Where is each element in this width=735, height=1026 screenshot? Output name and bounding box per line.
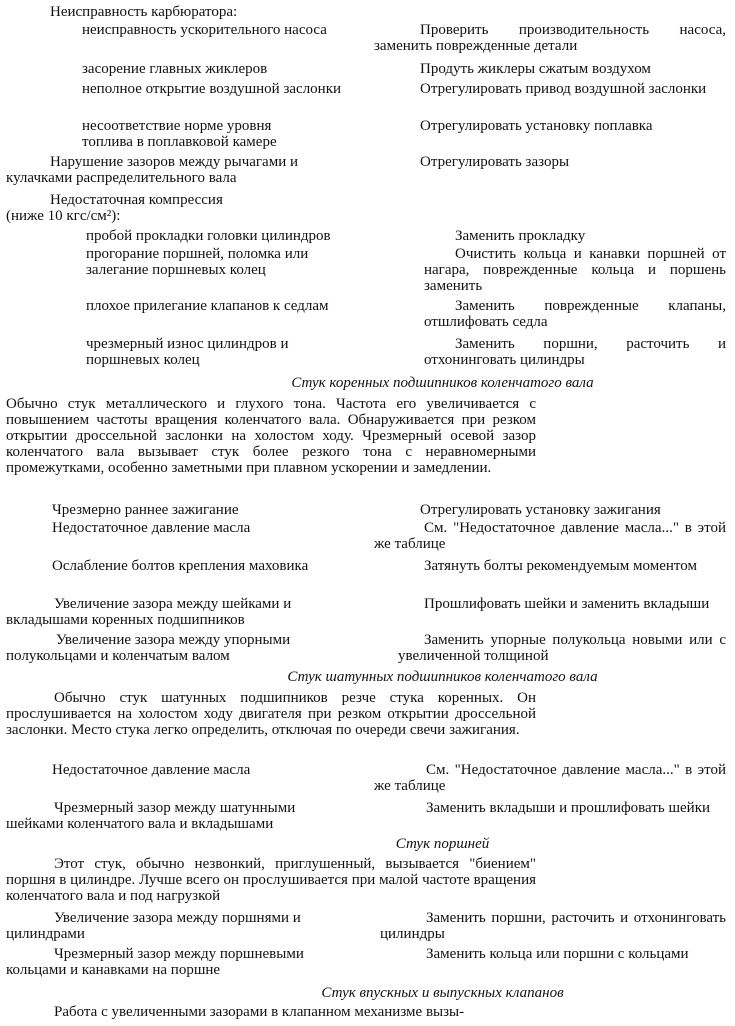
paragraph-text: Обычно стук шатунных подшипников резче стука коренных. Он прослушивается на холостом ходу двигателя при резком открытии дроссельной заслонки. Место стука легко определить, отключая по очереди свечи зажигания.: [6, 690, 536, 738]
fault-cell: плохое прилегание клапанов к седлам: [86, 298, 329, 314]
section-title: Стук впускных и выпускных клапанов: [321, 985, 564, 1001]
remedy-cell: Заменить поршни, расточить и отхонинговать цилиндры: [380, 910, 726, 942]
table-row: [0, 22, 735, 56]
fault-cell: засорение главных жиклеров: [82, 61, 268, 77]
remedy-cell: Отрегулировать привод воздушной заслонки: [420, 81, 707, 97]
remedy-cell: Заменить вкладыши и прошлифовать шейки: [426, 800, 711, 816]
fault-cell: неполное открытие воздушной заслонки: [82, 81, 342, 97]
remedy-cell: Очистить кольца и канавки поршней от нагара, поврежденные кольца и поршень заменить: [424, 246, 726, 294]
remedy-cell: См. "Недостаточное давление масла..." в этой же таблице: [374, 520, 726, 552]
remedy-cell: Заменить упорные полукольца новыми или с увеличенной толщиной: [398, 632, 726, 664]
table-row: [0, 118, 735, 152]
fault-cell: чрезмерный износ цилиндров и поршневых колец: [86, 336, 289, 368]
section-paragraph: [6, 856, 536, 904]
table-row: [0, 632, 735, 666]
section-title: Стук поршней: [395, 836, 490, 852]
remedy-cell: Заменить кольца или поршни с кольцами: [426, 946, 689, 962]
paragraph-text: Этот стук, обычно незвонкий, приглушенный, вызывается "биением" поршня в цилиндре. Лучше всего он прослушивается при малой частоте вращения коленчатого вала и под нагрузкой: [6, 856, 536, 904]
section-title: Стук шатунных подшипников коленчатого вала: [287, 669, 598, 685]
section-paragraph: [6, 1004, 536, 1020]
paragraph-text: Обычно стук металлического и глухого тона. Частота его увеличивается с повышением частоты вращения коленчатого вала. Обнаруживается при резком открытии дроссельной заслонки на холостом ходу. Чрезмерный осевой зазор коленчатого вала вызывает стук более резкого тона с неравномерными промежутками, особенно заметными при плавном ускорении и замедлении.: [6, 396, 536, 476]
fault-cell: Чрезмерно раннее зажигание: [52, 502, 239, 518]
carburetor-header: Неисправность карбюратора:: [50, 4, 238, 20]
compression-header: Недостаточная компрессия: [50, 192, 223, 208]
table-row: [0, 558, 735, 592]
remedy-cell: Заменить поврежденные клапаны, отшлифовать седла: [424, 298, 726, 330]
section-paragraph: [6, 396, 536, 476]
fault-cell: неисправность ускорительного насоса: [82, 22, 327, 38]
table-row: [0, 520, 735, 554]
fault-cell: Увеличение зазора между упорными полукольцами и коленчатым валом: [6, 632, 291, 664]
table-row: [0, 246, 735, 296]
table-row: [0, 298, 735, 332]
table-row: [0, 61, 735, 79]
table-row: [0, 228, 735, 246]
remedy-cell: Заменить прокладку: [455, 228, 586, 244]
table-row: [0, 946, 735, 980]
fault-cell: Увеличение зазора между шейками и вкладышами коренных подшипников: [6, 596, 292, 628]
table-row: [0, 336, 735, 370]
table-row: [0, 502, 735, 520]
fault-cell: пробой прокладки головки цилиндров: [86, 228, 331, 244]
remedy-cell: Отрегулировать зазоры: [420, 154, 570, 170]
table-row: [0, 596, 735, 630]
remedy-cell: Отрегулировать установку поплавка: [420, 118, 653, 134]
table-row: [0, 81, 735, 115]
fault-cell: Чрезмерный зазор между шатунными шейками коленчатого вала и вкладышами: [6, 800, 296, 832]
table-row: [0, 762, 735, 796]
fault-cell: Недостаточное давление масла: [52, 520, 251, 536]
remedy-cell: Отрегулировать установку зажигания: [420, 502, 661, 518]
remedy-cell: Прошлифовать шейки и заменить вкладыши: [424, 596, 710, 612]
table-row: [0, 154, 735, 188]
fault-cell: прогорание поршней, поломка или залегание поршневых колец: [86, 246, 309, 278]
remedy-cell: Проверить производительность насоса, заменить поврежденные детали: [374, 22, 726, 54]
section-paragraph: [6, 690, 536, 738]
remedy-cell: Затянуть болты рекомендуемым моментом: [424, 558, 697, 574]
fault-cell: Ослабление болтов крепления маховика: [52, 558, 309, 574]
table-row: [0, 910, 735, 944]
fault-cell: Недостаточное давление масла: [52, 762, 251, 778]
table-row: [0, 800, 735, 834]
fault-cell: несоответствие норме уровня топлива в поплавковой камере: [82, 118, 277, 150]
fault-cell: Чрезмерный зазор между поршневыми кольцами и канавками на поршне: [6, 946, 304, 978]
remedy-cell: См. "Недостаточное давление масла..." в этой же таблице: [374, 762, 726, 794]
paragraph-text: Работа с увеличенными зазорами в клапанном механизме вызы-: [54, 1004, 465, 1020]
section-title: Стук коренных подшипников коленчатого вала: [291, 375, 594, 391]
compression-subheader: (ниже 10 кгс/см²):: [6, 208, 121, 224]
fault-cell: Увеличение зазора между поршнями и цилиндрами: [6, 910, 301, 942]
remedy-cell: Продуть жиклеры сжатым воздухом: [420, 61, 651, 77]
fault-cell: Нарушение зазоров между рычагами и кулачками распределительного вала: [6, 154, 298, 186]
remedy-cell: Заменить поршни, расточить и отхонинговать цилиндры: [424, 336, 726, 368]
